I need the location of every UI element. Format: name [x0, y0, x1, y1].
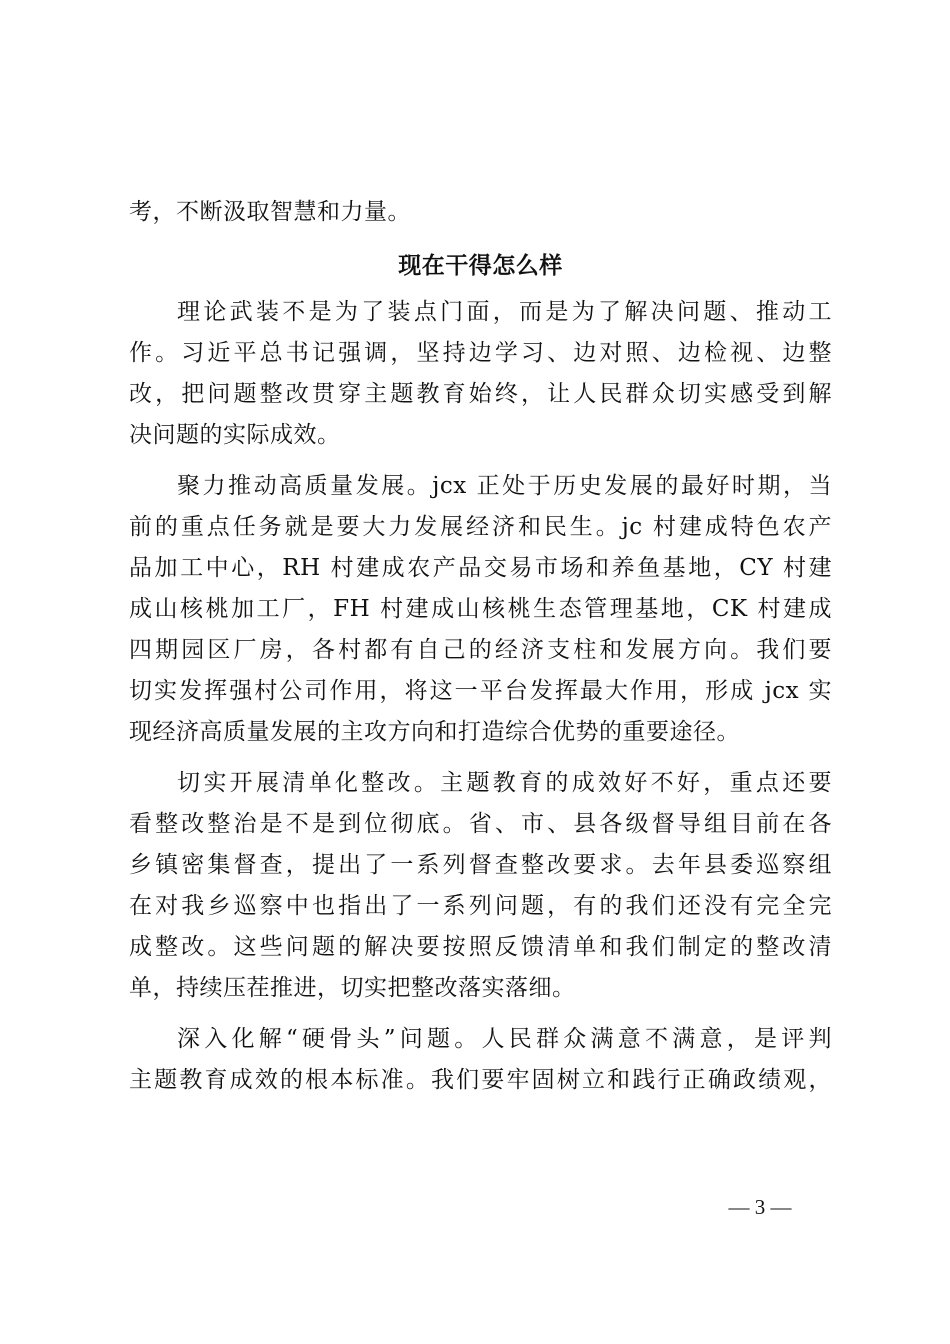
document-body: [129, 192, 832, 1101]
paragraph-line: 在对我乡巡察中也指出了一系列问题，有的我们还没有完全完: [129, 893, 832, 919]
paragraph-line: 决问题的实际成效。: [129, 422, 341, 448]
paragraph-line: 主题教育成效的根本标准。我们要牢固树立和践行正确政绩观，: [129, 1067, 832, 1093]
paragraph: [129, 1019, 832, 1101]
paragraph: [129, 763, 832, 1009]
paragraph-line: 深入化解“硬骨头”问题。人民群众满意不满意，是评判: [177, 1026, 832, 1052]
paragraph-line: 现经济高质量发展的主攻方向和打造综合优势的重要途径。: [129, 719, 740, 745]
intro-line: 考，不断汲取智慧和力量。: [129, 199, 411, 225]
paragraph-line: 品加工中心，RH 村建成农产品交易市场和养鱼基地，CY 村建: [129, 555, 832, 581]
paragraph-line: 前的重点任务就是要大力发展经济和民生。jc 村建成特色农产: [129, 514, 832, 540]
section-heading: 现在干得怎么样: [398, 252, 563, 279]
paragraph-line: 四期园区厂房，各村都有自己的经济支柱和发展方向。我们要: [129, 637, 832, 663]
paragraph-line: 成山核桃加工厂，FH 村建成山核桃生态管理基地，CK 村建成: [129, 596, 832, 622]
paragraph-line: 成整改。这些问题的解决要按照反馈清单和我们制定的整改清: [129, 934, 832, 960]
paragraph-line: 看整改整治是不是到位彻底。省、市、县各级督导组目前在各: [129, 811, 832, 837]
paragraph-line: 作。习近平总书记强调，坚持边学习、边对照、边检视、边整: [129, 340, 832, 366]
paragraph-line: 单，持续压茬推进，切实把整改落实落细。: [129, 975, 576, 1001]
page-number: — 3 —: [728, 1195, 792, 1219]
paragraph-line: 理论武装不是为了装点门面，而是为了解决问题、推动工: [177, 299, 832, 325]
paragraph-line: 改，把问题整改贯穿主题教育始终，让人民群众切实感受到解: [129, 381, 832, 407]
paragraph-line: 乡镇密集督查，提出了一系列督查整改要求。去年县委巡察组: [129, 852, 832, 878]
paragraph-line: 切实发挥强村公司作用，将这一平台发挥最大作用，形成 jcx 实: [129, 678, 832, 704]
paragraph-line: 聚力推动高质量发展。jcx 正处于历史发展的最好时期，当: [177, 473, 832, 499]
paragraph: [129, 292, 832, 456]
paragraph: [129, 466, 832, 753]
paragraph-line: 切实开展清单化整改。主题教育的成效好不好，重点还要: [177, 770, 832, 796]
